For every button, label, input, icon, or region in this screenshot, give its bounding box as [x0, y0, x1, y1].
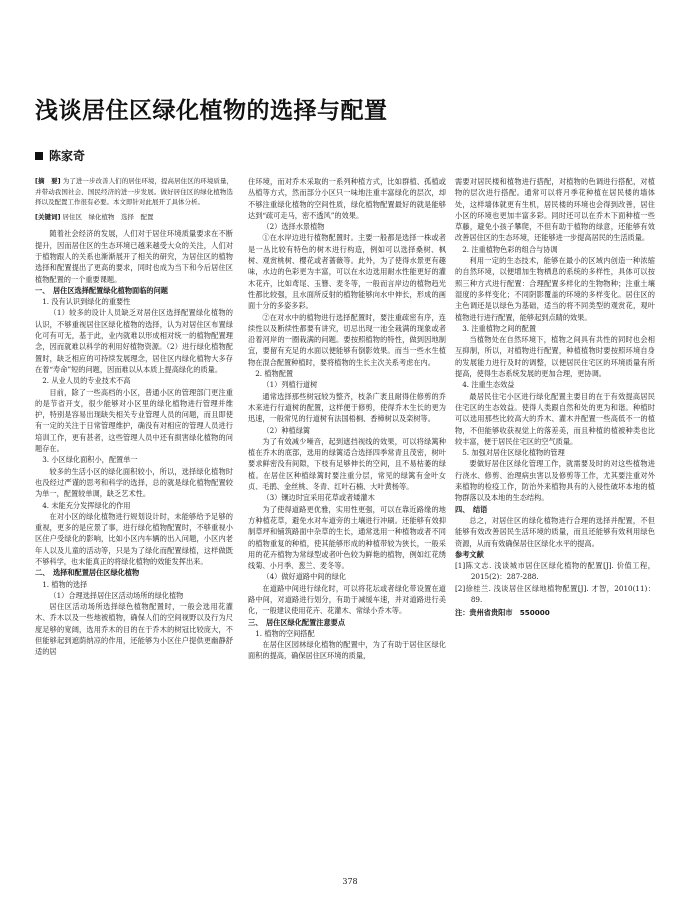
paragraph: 为了使得道路更优雅，实用性更强，可以在靠近路缘的地方种植花草，避免水对车道旁的土壤进行冲刷。还能够有效抑制草坪和铺筑路面中杂草的生长，通常选用一种植物或者不同的植物重复的种植，使其能够形成的种植带较为狭长，一般采用的花卉植物为常绿型或者叶色较为鲜艳的植物，例如红花绣线菊、小月季、葱兰、麦冬等。 [248, 504, 446, 571]
paragraph: （2）选择水景植物 [262, 222, 325, 232]
text-column-right [455, 176, 655, 619]
paragraph: 需要对居民楼和植物进行搭配，对植物的色调进行搭配，对植物的层次进行搭配。通常可以将月季花种植在居民楼的墙体处，这样墙体就更有生机，居民楼的环境也会得到改善，居住小区的环境也更加丰富多彩。同时还可以在乔木下面种植一些草藤，避免小孩子攀爬，不但有助于植物的绿意，还能够有效改善居住区的生态环境，还能够进一步提高居民的生活质量。 [455, 177, 655, 243]
paragraph: （4）做好道路中间的绿化 [262, 572, 347, 582]
abstract [35, 176, 233, 208]
paragraph: 利用一定的生态技术，能够在最小的区域内创造一种浓缩的自然环境，以便增加生物栖息的系统的多样性，具体可以按照三种方式进行配置：合理配置多样化的生物物种；注重土壤湿度的多样变化；不同阴影覆盖的环境的多样变化。居住区的主色调还是以绿色为基础，适当的将不同类型的观赏花，观叶植物进行进行配置，能够起到点睛的效果。 [455, 256, 655, 322]
author-affiliation: 注：贵州省贵阳市 550000 [455, 608, 550, 618]
reference-item: [1]陈文志. 浅谈城市居住区绿化植物的配置[J]. 价值工程，2015(2)：287-288. [455, 561, 655, 582]
subsection-heading: 1. 植物的空间搭配 [255, 628, 315, 638]
paragraph: （3）镶边时宜采用花草或者矮灌木 [262, 493, 375, 503]
section-heading: 一、 居住区选择配置绿化植物面临的问题 [35, 285, 168, 295]
subsection-heading: 3. 注重植物之间的配置 [462, 323, 537, 333]
paragraph: 在对小区的绿化植物进行规划设计时，未能够给予足够的重视，更多的是应景了事，进行绿化植物配置时，不够重视小区住户受绿化的影响，比如小区内车辆的出入问题，小区内老年人以及儿童的活动等，只是为了绿化而配置绿植，这样做既不够科学，也未能真正的将绿化植物的效能发挥出来。 [35, 511, 233, 566]
paragraph: （1）较多的设计人员缺乏对居住区选择配置绿化植物的认识，不够重视居住区绿化植物的选择，认为对居住区布置绿化可有可无，基于此，业内就难以形成相对统一的植物配置理念，因而就难以科学的利用好植物资源。（2）进行绿化植物配置时，缺乏相应的可持续发展理念，居住区内绿化植物大多存在着“寿命”短的问题，因而难以从本质上提高绿化的质量。 [35, 308, 233, 374]
subsection-heading: 2. 从业人员的专业技术不高 [42, 376, 131, 386]
paragraph: ①在水岸边进行植物配置时。主要一般都是选择一株或者是一丛比较有特色的树木进行构造，例如可以选择桑树、枫树、观赏桃树、樱花或者蔷薇等。此外，为了使得水景更有趣味，水边的色彩更为丰富，可以在水边选用耐水性能更好的灌木花卉，比如鸢尾、玉簪、麦冬等，一般而言岸边的植物趋光性都比较强，且水面所反射的植物能够向水中伸长，形成的画面十分的多姿多彩。 [248, 233, 446, 311]
paragraph: 在道路中间进行绿化时，可以将花坛或者绿化带设置在道路中间，对道路进行划分，有助于减缓车速，并对道路进行美化，一般建议使用花卉、花灌木、常绿小乔木等。 [248, 583, 446, 616]
keywords-label: [关键词] [35, 212, 61, 221]
paragraph: 为了有效减少噪音，起到遮挡视线的效果，可以将绿篱种植在乔木的底部，选用的绿篱适合选择四季常青且茂密，树叶要求鲜密没有间隙，下枝有足够伸长的空间，且不易枯萎的绿植。在居住区种植绿篱时要注重分层，常见的绿篱有金叶女贞、毛鹃、金丝桃、冬青、红叶石楠、大叶黄杨等。 [248, 436, 446, 492]
subsection-heading: 2. 注重植物色彩的组合与协调 [462, 244, 558, 254]
subsection-heading: 1. 没有认识到绿化的重要性 [42, 297, 131, 307]
text-column-left [35, 176, 233, 658]
paragraph: （1）列植行道树 [262, 380, 318, 390]
author-line [35, 147, 85, 164]
subsection-heading: 2. 植物配置 [255, 369, 294, 379]
page-number: 378 [342, 877, 358, 886]
paragraph: 目前，除了一些高档的小区，普通小区的管理部门更注重的是节省开支，很少能够对小区里的绿化植物进行管理并维护，特别是容易出现缺失相关专业管理人员的问题，而且即使有一定的关注于日常管理维护，确没有对相应的管理人员进行培训工作，更有甚者，这些管理人员中还有损害绿化植物的问题存在。 [35, 387, 233, 454]
subsection-heading: 3. 小区绿化面积小，配置单一 [42, 455, 138, 465]
paragraph: 较多的生活小区的绿化面积较小，所以，选择绿化植物时也没经过严谨的思考和科学的选择，总的就是绿化植物配置较为单一，配置较单调，缺乏艺术性。 [35, 466, 233, 499]
author-name: 陈家奇 [49, 149, 86, 163]
paragraph: （2）种植绿篱 [262, 425, 311, 435]
keywords-text: 居住区 绿化植物 选择 配置 [62, 212, 154, 221]
paragraph: （1）合理选择居住区活动场所的绿化植物 [49, 590, 184, 600]
section-heading: 三、 居住区绿化配置注意要点 [248, 617, 346, 627]
keywords [35, 212, 233, 223]
subsection-heading: 1. 植物的选择 [42, 579, 88, 589]
subsection-heading: 5. 加强对居住区绿化植物的管理 [462, 448, 565, 458]
paragraph: ②在对水中的植物进行选择配置时，要注重疏密有序，连续性以及断续性都要有讲究，切忌出现一池全栽满的现象或者沿着河岸的一圈栽满的问题。要按照植物的特性，做到因地制宜，要留有充足的水面以便能够有倒影效果。而当一些水生植物在混合配置种植时，要将植物的生长主次关系考虑在内。 [248, 312, 446, 367]
square-bullet-icon [35, 152, 43, 160]
paragraph: 当植物处在自然环境下，植物之间具有共性的同时也会相互抑制，所以，对植物进行配置，种植植物时要按照环境自身的发展能力进行及时的调整，以便居民住宅区的环境质量有所提高，使得生态系统发展的更加合理，更协调。 [455, 335, 655, 379]
paragraph: 在居住区园林绿化植物的配置中，为了有助于居住区绿化面积的提高，确保居住区环境的质量， [248, 640, 446, 661]
subsection-heading: 4. 注重生态效益 [462, 380, 515, 390]
paragraph: 随着社会经济的发展，人们对于居住环境质量要求在不断提升，因而居住区的生态环境已越来越受大众的关注，人们对于植物跟人的关系也渐渐展开了相关的研究，为居住区的植物选择和配置提出了更高的要求，同时也成为当下和今后居住区植物配置的一个重要课题。 [35, 229, 233, 284]
paragraph: 总之，对居住区的绿化植物进行合理的选择并配置，不但能够有效改善居民生活环境的质量，而且还能够有效利用绿色资源，从而有效确保居住区绿化水平的提高。 [455, 515, 655, 548]
reference-item: [2]徐桂兰. 浅谈居住区绿地植物配置[J]. 才智，2010(11)：89. [455, 583, 655, 604]
paragraph: 居住区活动场所选择绿色植物配置时，一般会选用花灌木、乔木以及一些地被植物，确保人们的空间视野以及行为尺度足够的宽阔，选用乔木的目的在于乔木的树冠比较庞大，不但能够起到遮荫纳凉的作用，还能够为小区住户提供更幽静舒适的居 [35, 602, 233, 657]
paragraph: 住环境，而对乔木采取的一系列种植方式，比如群植、孤植或丛植等方式，然而部分小区只一味地注重丰富绿化的层次，却不够注重绿化植物的空间性质，绿化植物配置最好的就是能够达到“疏可走马，密不透风”的效果。 [248, 177, 446, 220]
references-heading: 参考文献 [455, 549, 484, 559]
paragraph: 通常选择那些树冠较为整齐，枝条广袤且耐得住修剪的乔木来进行行道树的配置，这样便于修剪，使得乔木生长的更为迅速，一般常见的行道树有法国梧桐、香樟树以及栾树等。 [248, 391, 446, 424]
section-heading: 四、 结语 [455, 504, 488, 514]
abstract-text: 为了进一步改善人们的居住环境，提高居住区的环境质量，并带动我国社会、国民经济的进一步发展。做好居住区的绿化植物选择以及配置工作很有必要。本文即针对此展开了具体分析。 [35, 177, 233, 207]
paragraph: 要做好居住区绿化管理工作，就需要及时的对这些植物进行浇水、修剪、治理病虫害以及修剪等工作，尤其要注重对外来植物的检疫工作，防治外来植物具有的入侵性破坏本地的植物群落以及本地的生态结构。 [455, 459, 655, 503]
text-column-middle [248, 176, 446, 662]
paragraph: 最居民住宅小区进行绿化配置主要目的在于有效提高居民住宅区的生态效益。使得人类跟自然和处的更为和谐。种植时可以选用那些比较高大的乔木、灌木并配置一些高低不一的植物，不但能够收获视觉上的落差美，而且种植的植被种类也比较丰富，便于居民住宅区的空气质量。 [455, 391, 655, 446]
article-title: 浅谈居住区绿化植物的选择与配置 [35, 98, 388, 124]
abstract-label: [摘 要] [35, 177, 61, 185]
subsection-heading: 4. 未能充分发挥绿化的作用 [42, 500, 131, 510]
section-heading: 二、 选择和配置居住区绿化植物 [35, 568, 140, 578]
